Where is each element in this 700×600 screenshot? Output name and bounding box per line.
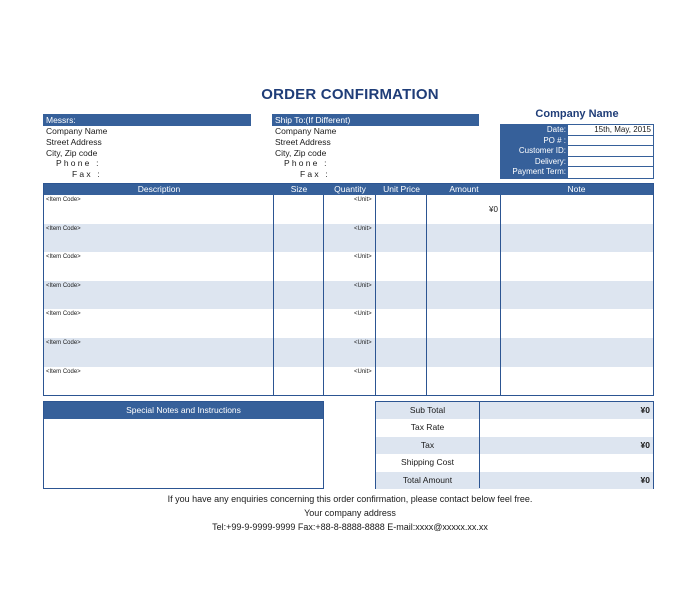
totals-row-total [376, 472, 653, 489]
unit-label[interactable]: <Unit> [354, 254, 372, 261]
footer-contact: Tel:+99-9-9999-9999 Fax:+88-8-8888-8888 E-mail:xxxx@xxxxx.xx.xx [212, 522, 488, 532]
info-row-po [501, 136, 653, 147]
table-row [44, 195, 653, 224]
unit-label[interactable]: <Unit> [354, 225, 372, 232]
bill-to-header: Messrs: [43, 114, 251, 126]
totals-value[interactable] [479, 454, 653, 471]
bill-to-block [43, 114, 251, 180]
totals-label: Shipping Cost [401, 457, 454, 468]
items-table [43, 183, 654, 396]
col-size: Size [290, 184, 308, 194]
bill-to-street: Street Address [46, 136, 102, 147]
totals-label: Tax [420, 439, 435, 450]
info-value[interactable] [568, 157, 653, 168]
totals-value: ¥0 [640, 474, 650, 485]
ship-to-city: City, Zip code [275, 147, 327, 158]
totals-label: Sub Total [409, 405, 446, 415]
column-divider [375, 195, 376, 395]
bill-to-fax-label: Fax : [72, 169, 102, 180]
column-divider [273, 195, 274, 395]
info-row-payment-term [501, 167, 653, 178]
table-row [44, 224, 653, 253]
ship-to-fax-label: Fax : [300, 169, 330, 180]
items-table-header [44, 184, 653, 195]
info-row-date [501, 125, 653, 136]
item-code[interactable]: <Item Code> [46, 282, 81, 289]
totals-row-tax [376, 437, 653, 454]
totals-value: ¥0 [640, 405, 650, 415]
column-divider [323, 195, 324, 395]
order-info-box [500, 124, 654, 179]
special-notes-box [43, 401, 324, 489]
col-unit-price: Unit Price [383, 184, 420, 194]
table-row [44, 281, 653, 310]
totals-divider [479, 402, 480, 488]
col-amount: Amount [449, 184, 479, 194]
col-description: Description [137, 184, 181, 194]
info-value[interactable] [568, 167, 653, 178]
unit-label[interactable]: <Unit> [354, 368, 372, 375]
info-label: Delivery: [501, 157, 568, 168]
info-value[interactable] [568, 136, 653, 147]
item-code[interactable]: <Item Code> [46, 368, 81, 375]
item-code[interactable]: <Item Code> [46, 311, 81, 318]
info-label: PO # : [501, 136, 568, 147]
item-code[interactable]: <Item Code> [46, 340, 81, 346]
company-name: Company Name [535, 108, 619, 120]
info-value[interactable] [568, 146, 653, 157]
ship-to-header: Ship To:(If Different) [272, 114, 479, 126]
info-row-delivery [501, 157, 653, 168]
ship-to-company: Company Name [275, 126, 337, 136]
unit-label[interactable]: <Unit> [354, 282, 372, 289]
footer-enquiry-text: If you have any enquiries concerning this order confirmation, please contact below feel free. [167, 494, 533, 504]
table-row [44, 367, 653, 396]
totals-row-subtotal [376, 402, 653, 419]
info-label: Payment Term: [501, 167, 568, 178]
ship-to-street: Street Address [275, 136, 331, 147]
totals-label: Total Amount [402, 474, 453, 485]
item-code[interactable]: <Item Code> [46, 254, 81, 261]
document-title: ORDER CONFIRMATION [261, 86, 439, 103]
bill-to-phone-label: Phone : [56, 158, 101, 169]
totals-value[interactable] [479, 419, 653, 436]
bill-to-city: City, Zip code [46, 147, 98, 158]
totals-value: ¥0 [640, 439, 650, 450]
special-notes-area[interactable] [44, 419, 323, 487]
column-divider [426, 195, 427, 395]
column-divider [500, 195, 501, 395]
totals-row-shipping [376, 454, 653, 471]
table-row [44, 309, 653, 338]
bill-to-company: Company Name [46, 126, 108, 136]
info-label: Customer ID: [501, 146, 568, 157]
table-row [44, 252, 653, 281]
item-code[interactable]: <Item Code> [46, 225, 81, 232]
col-quantity: Quantity [334, 184, 366, 194]
footer-address: Your company address [304, 508, 396, 518]
table-row [44, 338, 653, 367]
totals-row-tax-rate [376, 419, 653, 436]
totals-box [375, 401, 654, 489]
special-notes-header: Special Notes and Instructions [44, 402, 323, 419]
info-label: Date: [501, 125, 568, 136]
item-code[interactable]: <Item Code> [46, 197, 81, 203]
unit-label[interactable]: <Unit> [354, 197, 372, 203]
unit-label[interactable]: <Unit> [354, 340, 372, 346]
amount-value: ¥0 [489, 205, 498, 214]
info-row-customer-id [501, 146, 653, 157]
info-value[interactable]: 15th, May, 2015 [568, 125, 653, 136]
unit-label[interactable]: <Unit> [354, 311, 372, 318]
totals-label: Tax Rate [410, 422, 445, 433]
ship-to-phone-label: Phone : [284, 158, 329, 169]
ship-to-block [272, 114, 479, 180]
col-note: Note [567, 184, 586, 194]
